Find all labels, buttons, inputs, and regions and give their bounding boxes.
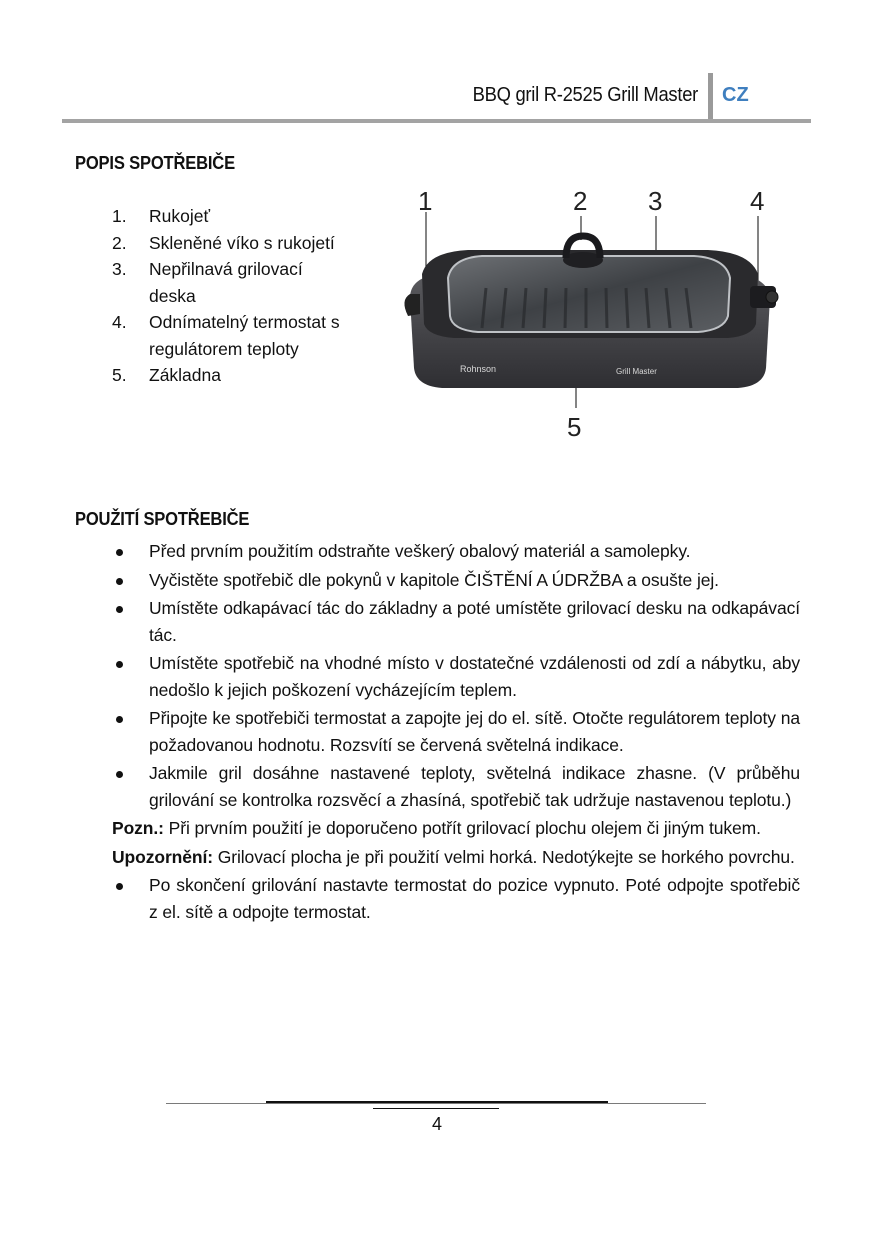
item-text: Skleněné víko s rukojetí xyxy=(149,232,335,253)
callout-2: 2 xyxy=(573,186,588,216)
header-separator xyxy=(708,73,713,119)
note-paragraph xyxy=(112,815,800,842)
bullet-dot xyxy=(116,771,123,778)
language-code: CZ xyxy=(722,84,749,106)
list-item xyxy=(112,309,372,362)
item-text: Nepřilnavá grilovací deska xyxy=(149,259,303,306)
list-item xyxy=(112,230,372,257)
brand-label: Rohnson xyxy=(460,364,497,374)
page-number: 4 xyxy=(431,1114,442,1134)
section-heading-description: POPIS SPOTŘEBIČE xyxy=(75,153,235,173)
footer-rule xyxy=(166,1103,706,1104)
bullet-item xyxy=(112,595,800,648)
item-number: 5. xyxy=(112,365,127,385)
bullet-item xyxy=(112,538,800,565)
document-title: BBQ gril R-2525 Grill Master xyxy=(472,84,698,106)
bullet-item xyxy=(112,650,800,703)
item-text: Základna xyxy=(149,365,221,385)
callout-1: 1 xyxy=(418,186,433,216)
thermostat-dial xyxy=(766,291,778,303)
section-heading-usage: POUŽITÍ SPOTŘEBIČE xyxy=(75,509,250,529)
bullet-dot xyxy=(116,549,123,556)
bullet-text: Umístěte spotřebič na vhodné místo v dostatečné vzdálenosti od zdí a nábytku, aby nedošlo k jejich poškození vycházejícím teplem. xyxy=(149,653,800,700)
note-text: Při prvním použití je doporučeno potřít grilovací plochu olejem či jiným tukem. xyxy=(163,818,761,838)
bullet-item xyxy=(112,705,800,758)
item-number: 3. xyxy=(112,259,127,279)
item-number: 2. xyxy=(112,232,127,253)
bullet-item xyxy=(112,872,800,925)
warning-text: Grilovací plocha je při použití velmi horká. Nedotýkejte se horkého povrchu. xyxy=(212,846,795,867)
header-rule xyxy=(62,119,811,123)
bullet-item xyxy=(112,760,800,813)
grill-figure xyxy=(398,182,798,444)
bullet-text: Umístěte odkapávací tác do základny a poté umístěte grilovací desku na odkapávací tác. xyxy=(149,598,800,645)
bullet-dot xyxy=(116,661,123,668)
bullet-text: Jakmile gril dosáhne nastavené teploty, světelná indikace zhasne. (V průběhu grilování se kontrolka rozsvěcí a zhasíná, spotřebič tak udržuje nastavenou teplotu.) xyxy=(149,763,800,810)
list-item xyxy=(112,203,372,230)
item-number: 4. xyxy=(112,312,127,332)
item-number: 1. xyxy=(112,206,127,226)
note-label: Pozn.: xyxy=(112,818,164,838)
footer-rule xyxy=(266,1101,608,1103)
bullet-dot xyxy=(116,716,123,723)
grill-illustration xyxy=(398,182,798,444)
callout-3: 3 xyxy=(648,186,663,216)
bullet-text: Vyčistěte spotřebič dle pokynů v kapitole ČIŠTĚNÍ A ÚDRŽBA a osušte jej. xyxy=(149,569,719,590)
callout-5: 5 xyxy=(567,412,582,442)
item-text: Rukojeť xyxy=(149,206,211,226)
bullet-dot xyxy=(116,606,123,613)
bullet-dot xyxy=(116,883,123,890)
item-text: Odnímatelný termostat s regulátorem teploty xyxy=(149,312,340,359)
bullet-item xyxy=(112,567,800,594)
usage-content xyxy=(112,538,800,927)
list-item xyxy=(112,256,372,309)
callout-4: 4 xyxy=(750,186,765,216)
bullet-text: Připojte ke spotřebiči termostat a zapojte jej do el. sítě. Otočte regulátorem teploty na požadovanou hodnotu. Rozsvítí se červená světelná indikace. xyxy=(149,708,800,755)
warning-paragraph xyxy=(112,844,800,871)
left-handle xyxy=(404,294,420,316)
bullet-text: Po skončení grilování nastavte termostat do pozice vypnuto. Poté odpojte spotřebič z el. sítě a odpojte termostat. xyxy=(149,875,800,922)
list-item xyxy=(112,362,372,389)
bullet-dot xyxy=(116,578,123,585)
footer-rule xyxy=(373,1108,499,1109)
model-label: Grill Master xyxy=(616,367,657,376)
parts-list xyxy=(112,203,372,389)
warning-label: Upozornění: xyxy=(112,846,213,867)
bullet-text: Před prvním použitím odstraňte veškerý obalový materiál a samolepky. xyxy=(149,541,691,561)
